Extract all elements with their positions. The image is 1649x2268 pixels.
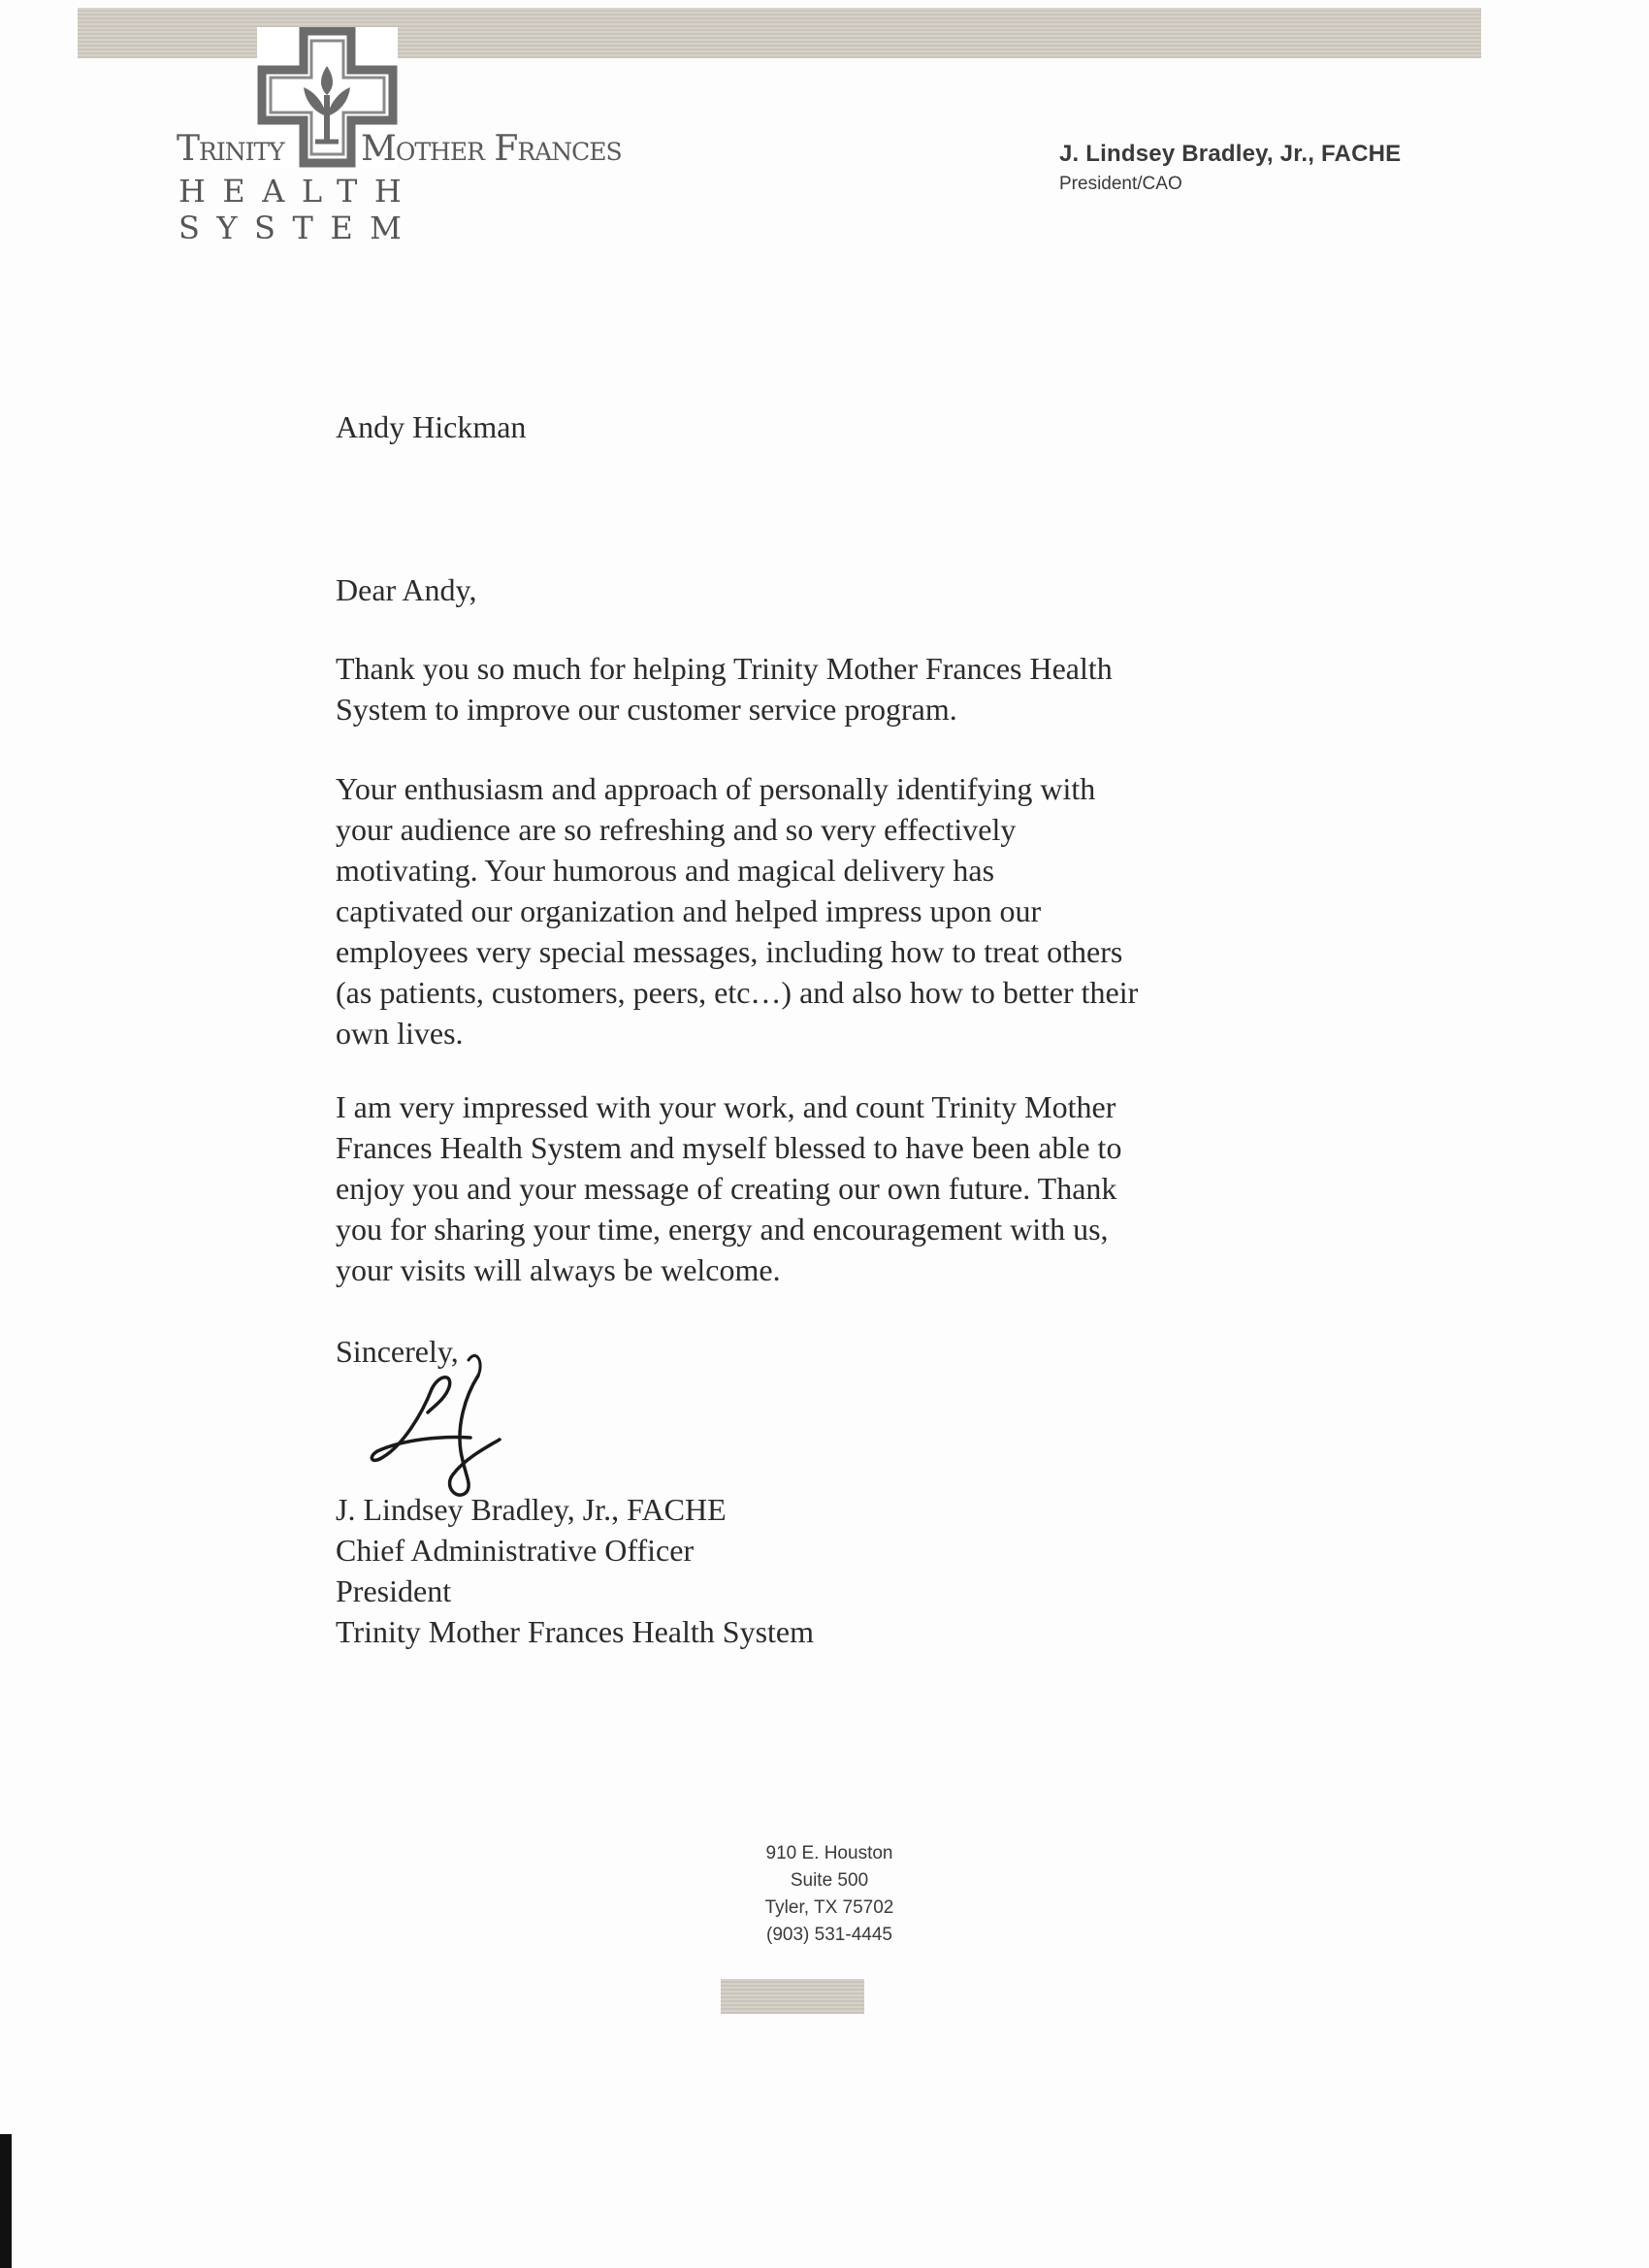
logo-word-mother-frances: Mother Frances	[361, 129, 622, 169]
address-line-2: Suite 500	[790, 1870, 869, 1891]
signer-organization: Trinity Mother Frances Health System	[336, 1614, 814, 1649]
footer-bar	[721, 1979, 864, 2014]
letterhead-executive-title: President/CAO	[1059, 174, 1182, 194]
letterhead-executive	[1059, 141, 1401, 195]
handwritten-signature	[364, 1339, 519, 1504]
signature-block	[336, 1489, 814, 1652]
address-phone: (903) 531-4445	[766, 1925, 892, 1945]
address-line-3: Tyler, TX 75702	[764, 1897, 894, 1918]
logo-word-trinity: Trinity	[177, 129, 284, 169]
body-paragraph-2: Your enthusiasm and approach of personally identifying with your audience are so refreshing and so very effectively motivating. Your humorous and magical delivery has captivated our organization and helped impress upon our employees very special messages, including how to treat others (as patients, customers, peers, etc…) and also how to better their own lives.	[336, 771, 1139, 1051]
body-paragraph-3: I am very impressed with your work, and count Trinity Mother Frances Health System and myself blessed to have been able to enjoy you and your message of creating our own future. Thank you for sharing your time, energy and encouragement with us, your visits will always be welcome.	[336, 1089, 1122, 1287]
signer-name: J. Lindsey Bradley, Jr., FACHE	[336, 1492, 727, 1527]
scan-edge-mark	[0, 2134, 12, 2268]
salutation: Dear Andy,	[336, 572, 477, 607]
body-paragraph-1: Thank you so much for helping Trinity Mother Frances Health System to improve our customer service program.	[336, 651, 1113, 727]
address-line-1: 910 E. Houston	[765, 1843, 893, 1863]
letterhead-executive-name: J. Lindsey Bradley, Jr., FACHE	[1059, 141, 1402, 167]
recipient-name: Andy Hickman	[336, 409, 527, 444]
signer-title-1: Chief Administrative Officer	[336, 1533, 695, 1568]
footer-address	[679, 1840, 980, 1949]
organization-logo	[175, 27, 630, 246]
logo-word-health-system: HEALTH SYSTEM	[178, 173, 419, 246]
signer-title-2: President	[336, 1573, 452, 1608]
closing: Sincerely,	[336, 1334, 459, 1369]
